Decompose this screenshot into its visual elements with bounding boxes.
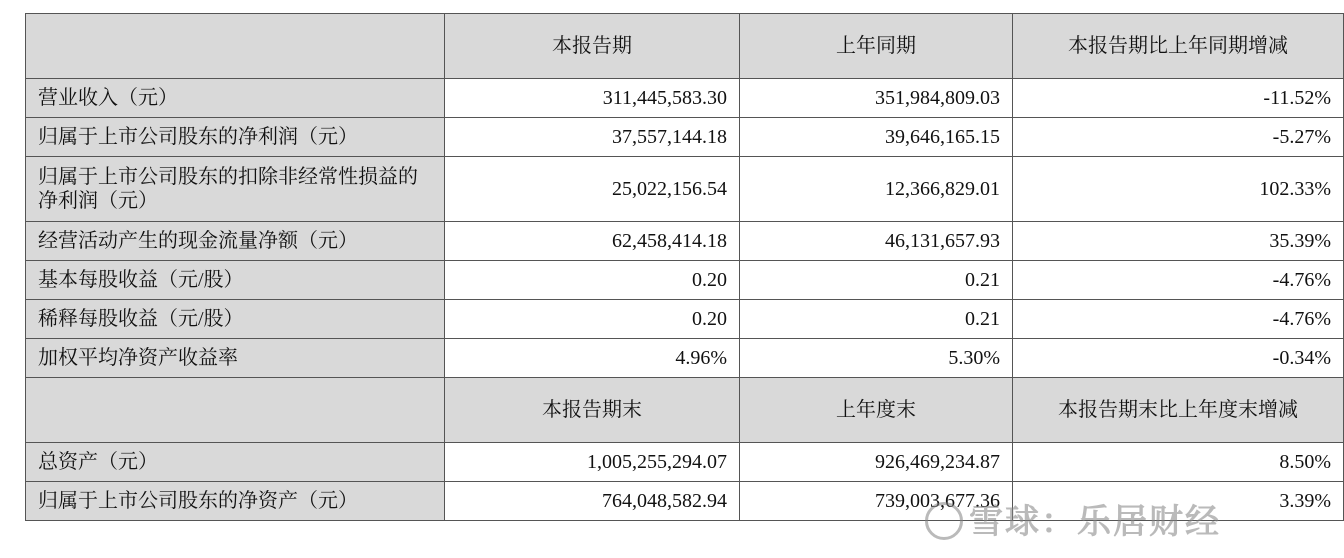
change-value: 3.39% <box>1013 482 1344 521</box>
watermark <box>925 494 1221 543</box>
current-value: 0.20 <box>445 300 740 339</box>
change-value: 102.33% <box>1013 157 1344 222</box>
table-header-row <box>26 378 1344 443</box>
current-value: 0.20 <box>445 261 740 300</box>
header-cell-prior-period: 上年同期 <box>740 14 1013 79</box>
prior-value: 351,984,809.03 <box>740 79 1013 118</box>
current-value: 764,048,582.94 <box>445 482 740 521</box>
row-label: 基本每股收益（元/股） <box>26 261 445 300</box>
header-cell-current-period-end: 本报告期末 <box>445 378 740 443</box>
table-row <box>26 339 1344 378</box>
current-value: 311,445,583.30 <box>445 79 740 118</box>
watermark-text: 雪球：乐居财经 <box>969 502 1221 542</box>
table-row <box>26 222 1344 261</box>
current-value: 1,005,255,294.07 <box>445 443 740 482</box>
table-row <box>26 157 1344 222</box>
header-cell-change: 本报告期末比上年度末增减 <box>1013 378 1344 443</box>
financial-summary-table <box>25 13 1344 521</box>
current-value: 4.96% <box>445 339 740 378</box>
row-label: 稀释每股收益（元/股） <box>26 300 445 339</box>
prior-value: 0.21 <box>740 261 1013 300</box>
change-value: -5.27% <box>1013 118 1344 157</box>
header-cell-change: 本报告期比上年同期增减 <box>1013 14 1344 79</box>
row-label: 加权平均净资产收益率 <box>26 339 445 378</box>
change-value: -11.52% <box>1013 79 1344 118</box>
table-row <box>26 79 1344 118</box>
table-header-row <box>26 14 1344 79</box>
row-label: 经营活动产生的现金流量净额（元） <box>26 222 445 261</box>
change-value: -4.76% <box>1013 261 1344 300</box>
row-label: 归属于上市公司股东的净资产（元） <box>26 482 445 521</box>
row-label: 总资产（元） <box>26 443 445 482</box>
change-value: 35.39% <box>1013 222 1344 261</box>
header-cell-item <box>26 378 445 443</box>
current-value: 37,557,144.18 <box>445 118 740 157</box>
change-value: -0.34% <box>1013 339 1344 378</box>
current-value: 25,022,156.54 <box>445 157 740 222</box>
prior-value: 39,646,165.15 <box>740 118 1013 157</box>
prior-value: 926,469,234.87 <box>740 443 1013 482</box>
current-value: 62,458,414.18 <box>445 222 740 261</box>
prior-value: 12,366,829.01 <box>740 157 1013 222</box>
prior-value: 46,131,657.93 <box>740 222 1013 261</box>
table-row <box>26 300 1344 339</box>
table-row <box>26 443 1344 482</box>
row-label: 营业收入（元） <box>26 79 445 118</box>
row-label: 归属于上市公司股东的净利润（元） <box>26 118 445 157</box>
prior-value: 5.30% <box>740 339 1013 378</box>
change-value: 8.50% <box>1013 443 1344 482</box>
header-cell-current-period: 本报告期 <box>445 14 740 79</box>
header-cell-prior-year-end: 上年度末 <box>740 378 1013 443</box>
change-value: -4.76% <box>1013 300 1344 339</box>
snowball-logo-icon <box>925 502 963 540</box>
prior-value: 0.21 <box>740 300 1013 339</box>
table-row <box>26 118 1344 157</box>
table-row <box>26 261 1344 300</box>
row-label: 归属于上市公司股东的扣除非经常性损益的净利润（元） <box>26 157 445 222</box>
prior-value: 739,003,677.36 <box>740 482 1013 521</box>
header-cell-item <box>26 14 445 79</box>
